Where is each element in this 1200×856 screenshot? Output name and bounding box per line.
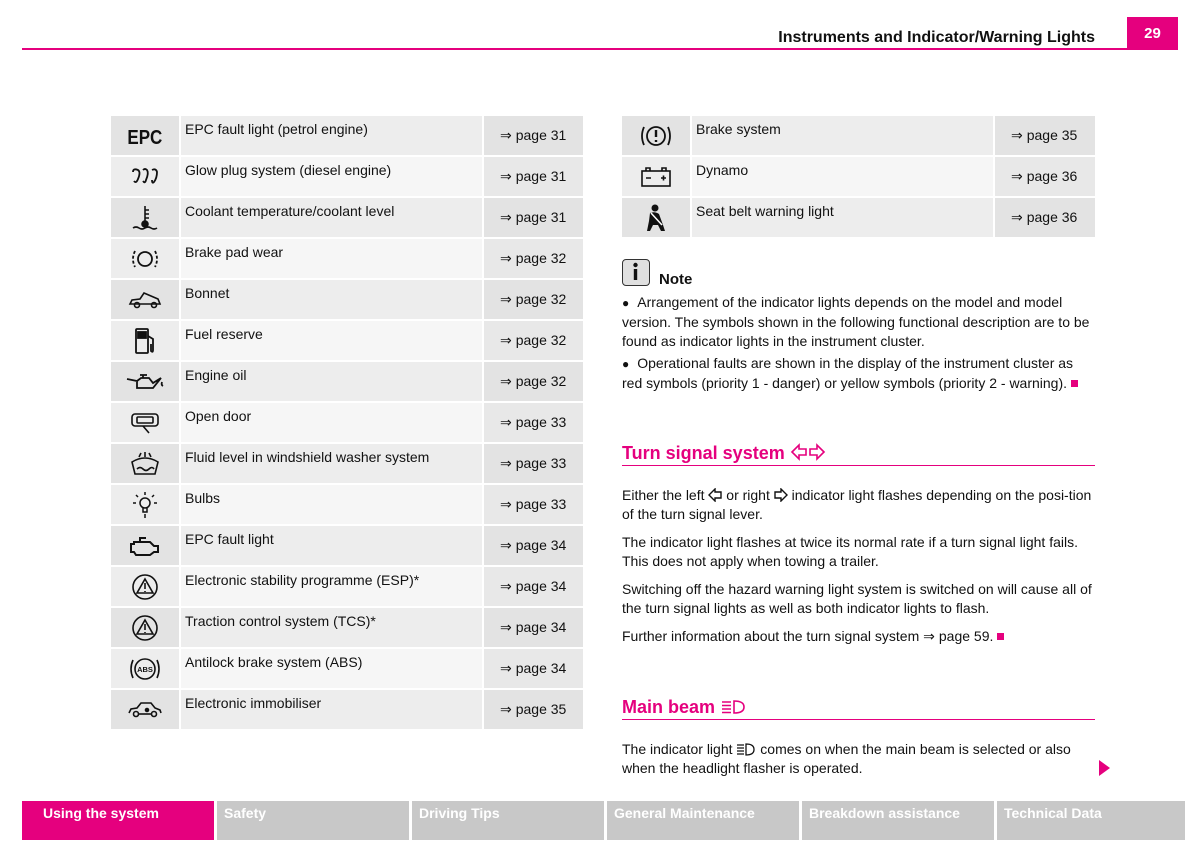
- indicator-label: Bonnet: [180, 279, 483, 320]
- turn-signal-paragraph: Either the left or right indicator light flashes depending on the posi-tion of the turn signal lever.: [622, 487, 1092, 522]
- note-bullet: ● Operational faults are shown in the display of the instrument cluster as red symbols (priority 1 - danger) or yellow symbols (priority 2 - warning).: [622, 354, 1096, 393]
- fuel-pump-icon: [111, 320, 180, 361]
- section-title-turn-signal: Turn signal system: [622, 443, 826, 464]
- table-row: [111, 648, 583, 689]
- indicator-label: Electronic stability programme (ESP)*: [180, 566, 483, 607]
- table-row: [111, 279, 583, 320]
- table-row: [111, 156, 583, 197]
- page-reference-link[interactable]: ⇒ page 34: [483, 607, 583, 648]
- battery-icon: [622, 156, 691, 197]
- turn-signal-paragraph: The indicator light flashes at twice its normal rate if a turn signal light fails. This does not apply when towing a trailer.: [622, 534, 1078, 569]
- page-reference-link[interactable]: ⇒ page 31: [483, 156, 583, 197]
- indicator-label: Fuel reserve: [180, 320, 483, 361]
- indicator-label: EPC fault light (petrol engine): [180, 116, 483, 156]
- turn-signal-icon: [790, 443, 826, 461]
- page-reference-link[interactable]: ⇒ page 31: [483, 197, 583, 238]
- table-row: [111, 238, 583, 279]
- indicator-label: Traction control system (TCS)*: [180, 607, 483, 648]
- seat-belt-icon: [622, 197, 691, 238]
- svg-text:ABS: ABS: [137, 664, 153, 674]
- glow-plug-icon: [111, 156, 180, 197]
- header-rule: [22, 48, 1178, 50]
- indicator-label: Glow plug system (diesel engine): [180, 156, 483, 197]
- coolant-temperature-icon: [111, 197, 180, 238]
- next-page-arrow-icon[interactable]: [1099, 760, 1110, 776]
- page-reference-link[interactable]: ⇒ page 34: [483, 525, 583, 566]
- table-row: [111, 689, 583, 730]
- main-beam-icon: [720, 699, 746, 715]
- page-reference-link[interactable]: ⇒ page 34: [483, 566, 583, 607]
- page-reference-link[interactable]: ⇒ page 36: [994, 197, 1095, 238]
- tab-general-maintenance[interactable]: General Maintenance: [607, 801, 799, 840]
- indicator-label: Dynamo: [691, 156, 994, 197]
- page-reference-link[interactable]: ⇒ page 31: [483, 116, 583, 156]
- open-door-icon: [111, 402, 180, 443]
- main-beam-icon: [736, 743, 756, 756]
- page-reference-link[interactable]: ⇒ page 33: [483, 402, 583, 443]
- brake-system-icon: [622, 116, 691, 156]
- note-title: Note: [659, 271, 693, 288]
- table-row: [622, 156, 1095, 197]
- svg-text:EPC: EPC: [127, 125, 163, 148]
- engine-icon: [111, 525, 180, 566]
- section-title-main-beam: Main beam: [622, 697, 746, 718]
- page-number: 29: [1127, 17, 1178, 50]
- abs-icon: [111, 648, 180, 689]
- indicator-label: Bulbs: [180, 484, 483, 525]
- page-header-title: Instruments and Indicator/Warning Lights: [778, 29, 1095, 46]
- indicator-label: Antilock brake system (ABS): [180, 648, 483, 689]
- oil-can-icon: [111, 361, 180, 402]
- tab-driving-tips[interactable]: Driving Tips: [412, 801, 604, 840]
- tab-safety[interactable]: Safety: [217, 801, 409, 840]
- page-reference-link[interactable]: ⇒ page 32: [483, 361, 583, 402]
- table-row: [111, 566, 583, 607]
- end-of-section-icon: [997, 633, 1004, 640]
- tcs-warning-icon: [111, 607, 180, 648]
- table-row: [622, 116, 1095, 156]
- indicator-label: Brake pad wear: [180, 238, 483, 279]
- indicator-label: Brake system: [691, 116, 994, 156]
- note-bullet: ● Arrangement of the indicator lights depends on the model and model version. The symbols shown in the following functional description are to be found as indicator lights in the instrument cluster.: [622, 294, 1090, 349]
- immobiliser-icon: [111, 689, 180, 730]
- table-row: [111, 484, 583, 525]
- page-reference-link[interactable]: ⇒ page 33: [483, 484, 583, 525]
- table-row: [111, 402, 583, 443]
- end-of-section-icon: [1071, 380, 1078, 387]
- table-row: [111, 443, 583, 484]
- table-row: [111, 525, 583, 566]
- indicator-label: EPC fault light: [180, 525, 483, 566]
- bullet-icon: ●: [622, 296, 630, 310]
- page-reference-link[interactable]: ⇒ page 32: [483, 320, 583, 361]
- table-row: [111, 197, 583, 238]
- tab-using-the-system[interactable]: Using the system: [22, 801, 214, 840]
- page-reference-link[interactable]: ⇒ page 35: [483, 689, 583, 730]
- indicator-label: Coolant temperature/coolant level: [180, 197, 483, 238]
- indicator-label: Electronic immobiliser: [180, 689, 483, 730]
- section-rule: [622, 719, 1095, 720]
- note-info-icon: [622, 259, 650, 286]
- epc-text-icon: [111, 116, 180, 156]
- page-reference-link[interactable]: ⇒ page 33: [483, 443, 583, 484]
- indicator-label: Fluid level in windshield washer system: [180, 443, 483, 484]
- bulb-icon: [111, 484, 180, 525]
- table-row: [111, 607, 583, 648]
- washer-fluid-icon: [111, 443, 180, 484]
- table-row: [622, 197, 1095, 238]
- page-reference-link[interactable]: ⇒ page 59.: [923, 628, 994, 644]
- bullet-icon: ●: [622, 357, 630, 371]
- table-row: [111, 116, 583, 156]
- section-rule: [622, 465, 1095, 466]
- indicator-table-left: [111, 116, 583, 731]
- page-reference-link[interactable]: ⇒ page 32: [483, 279, 583, 320]
- turn-signal-paragraph: Further information about the turn signal system ⇒ page 59.: [622, 627, 1096, 646]
- main-beam-paragraph: The indicator light comes on when the main beam is selected or also when the headlight flasher is operated.: [622, 741, 1071, 776]
- table-row: [111, 320, 583, 361]
- tab-breakdown-assistance[interactable]: Breakdown assistance: [802, 801, 994, 840]
- right-arrow-icon: [774, 488, 788, 502]
- bonnet-icon: [111, 279, 180, 320]
- brake-pad-icon: [111, 238, 180, 279]
- left-arrow-icon: [708, 488, 722, 502]
- footer-tab-bar: [22, 801, 1185, 840]
- page-reference-link[interactable]: ⇒ page 36: [994, 156, 1095, 197]
- indicator-table-right: [622, 116, 1095, 239]
- table-row: [111, 361, 583, 402]
- tab-technical-data[interactable]: Technical Data: [997, 801, 1185, 840]
- indicator-label: Seat belt warning light: [691, 197, 994, 238]
- page-reference-link[interactable]: ⇒ page 35: [994, 116, 1095, 156]
- page-reference-link[interactable]: ⇒ page 32: [483, 238, 583, 279]
- page-reference-link[interactable]: ⇒ page 34: [483, 648, 583, 689]
- turn-signal-paragraph: Switching off the hazard warning light system is switched on will cause all of the turn signal lights as well as both indicator lights to flash.: [622, 581, 1092, 616]
- indicator-label: Engine oil: [180, 361, 483, 402]
- esp-warning-icon: [111, 566, 180, 607]
- indicator-label: Open door: [180, 402, 483, 443]
